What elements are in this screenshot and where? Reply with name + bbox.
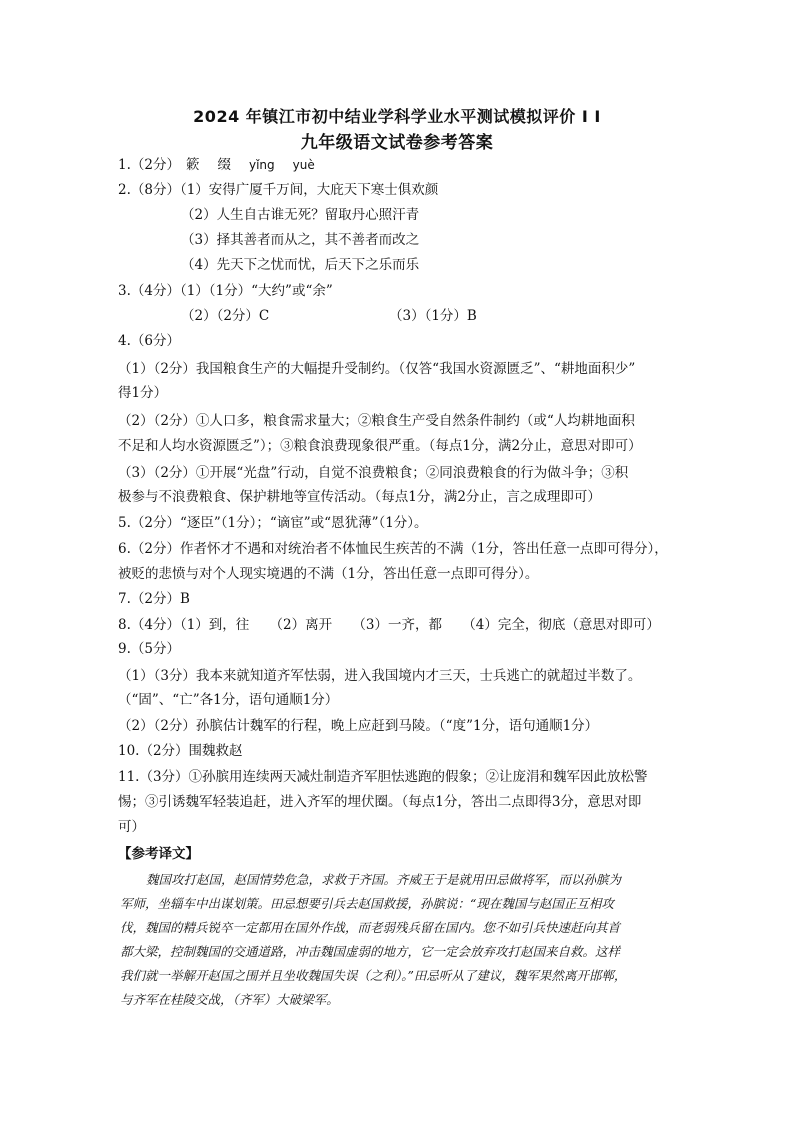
translation-line: 都大梁，控制魏国的交通道路，冲击魏国虚弱的地方，它一定会放弃攻打赵国来自救。这样 bbox=[120, 944, 621, 959]
translation-line: 军师，坐辎车中出谋划策。田忌想要引兵去赵国救援，孙膑说：“现在魏国与赵国正互相攻 bbox=[120, 896, 614, 911]
answer-q4-part2-b: 不足和人均水资源匮乏”）；③粮食浪费现象很严重。（每点1分，满2分止，意思对即可） bbox=[118, 438, 642, 454]
translation-heading: 【参考译文】 bbox=[118, 846, 199, 862]
answer-q6-line1: 6.（2分）作者怀才不遇和对统治者不体恤民生疾苦的不满（1分，答出任意一点即可得分）， bbox=[118, 541, 668, 557]
answer-q2-line1: 2.（8分）（1）安得广厦千万间，大庇天下寒士俱欢颜 bbox=[118, 182, 439, 198]
q1-pinyin-d: yuè bbox=[292, 158, 315, 172]
document-subtitle: 九年级语文试卷参考答案 bbox=[300, 133, 494, 153]
answer-q11-line3: 可） bbox=[118, 819, 145, 835]
answer-q4-part1-b: 得1分） bbox=[118, 385, 168, 401]
answer-q1 bbox=[118, 156, 315, 174]
answer-q9-heading: 9.（5分） bbox=[118, 641, 180, 657]
document-title: 2024 年镇江市初中结业学科学业水平测试模拟评价 I I bbox=[193, 107, 601, 126]
answer-q7: 7.（2分）B bbox=[118, 591, 190, 607]
q1-char-a: 簌 bbox=[185, 157, 200, 173]
answer-q2-line3: （3）择其善者而从之，其不善者而改之 bbox=[181, 232, 420, 248]
answer-q9-part1-b: （“固”、“亡”各1分，语句通顺1分） bbox=[118, 692, 339, 708]
answer-q10: 10.（2分）围魏救赵 bbox=[118, 743, 243, 759]
answer-q4-part2-a: （2）（2分）①人口多，粮食需求量大；②粮食生产受自然条件制约（或“人均耕地面积 bbox=[118, 413, 635, 429]
translation-line: 伐，魏国的精兵锐卒一定都用在国外作战，而老弱残兵留在国内。您不如引兵快速赶向其首 bbox=[120, 920, 621, 935]
answer-q6-line2: 被贬的悲愤与对个人现实境遇的不满（1分，答出任意一点即可得分）。 bbox=[118, 566, 539, 582]
translation-line: 我们就一举解开赵国之围并且坐收魏国失误（之利）。”田忌听从了建议，魏军果然离开邯郸， bbox=[120, 968, 627, 983]
translation-line: 魏国攻打赵国，赵国情势危急，求救于齐国。齐威王于是就用田忌做将军，而以孙膑为 bbox=[146, 872, 622, 887]
answer-q4-heading: 4.（6分） bbox=[118, 333, 180, 349]
answer-q2-line2: （2）人生自古谁无死？留取丹心照汗青 bbox=[181, 207, 420, 223]
answer-q4-part3-a: （3）（2分）①开展“光盘”行动，自觉不浪费粮食；②同浪费粮食的行为做斗争；③积 bbox=[118, 465, 629, 481]
q1-char-b: 缀 bbox=[217, 157, 231, 173]
q1-pinyin-c: yǐng bbox=[248, 158, 275, 172]
answer-q9-part1-a: （1）（3分）我本来就知道齐军怯弱，进入我国境内才三天，士兵逃亡的就超过半数了。 bbox=[118, 668, 642, 684]
q1-number: 1.（2分） bbox=[118, 157, 180, 173]
answer-q3-part2: （2）（2分）C bbox=[181, 308, 270, 324]
answer-q11-line2: 惕；③引诱魏军轻装追赶，进入齐军的埋伏圈。（每点1分，答出二点即得3分，意思对即 bbox=[118, 794, 642, 810]
answer-q2-line4: （4）先天下之忧而忧，后天下之乐而乐 bbox=[181, 257, 420, 273]
answer-q9-part2: （2）（2分）孙膑估计魏军的行程，晚上应赶到马陵。（“度”1分，语句通顺1分） bbox=[118, 718, 599, 734]
answer-q11-line1: 11.（3分）①孙膑用连续两天减灶制造齐军胆怯逃跑的假象；②让庞涓和魏军因此放松警 bbox=[118, 769, 648, 785]
answer-q3-line1: 3.（4分）（1）（1分）“大约”或“余” bbox=[118, 283, 333, 299]
translation-line: 与齐军在桂陵交战，（齐军）大破梁军。 bbox=[120, 992, 339, 1007]
answer-q4-part1-a: （1）（2分）我国粮食生产的大幅提升受制约。（仅答“我国水资源匮乏”、“耕地面积少” bbox=[118, 361, 636, 377]
answer-q4-part3-b: 极参与不浪费粮食、保护耕地等宣传活动。（每点1分，满2分止，言之成理即可） bbox=[118, 489, 601, 505]
answer-q5: 5.（2分）“逐臣”（1分）；“谪宦”或“恩犹薄”（1分）。 bbox=[118, 515, 428, 531]
answer-q3-part3: （3）（1分）B bbox=[389, 308, 477, 324]
answer-q8: 8.（4分）（1）到，往 （2）离开 （3）一齐，都 （4）完全，彻底（意思对即可） bbox=[118, 617, 660, 633]
